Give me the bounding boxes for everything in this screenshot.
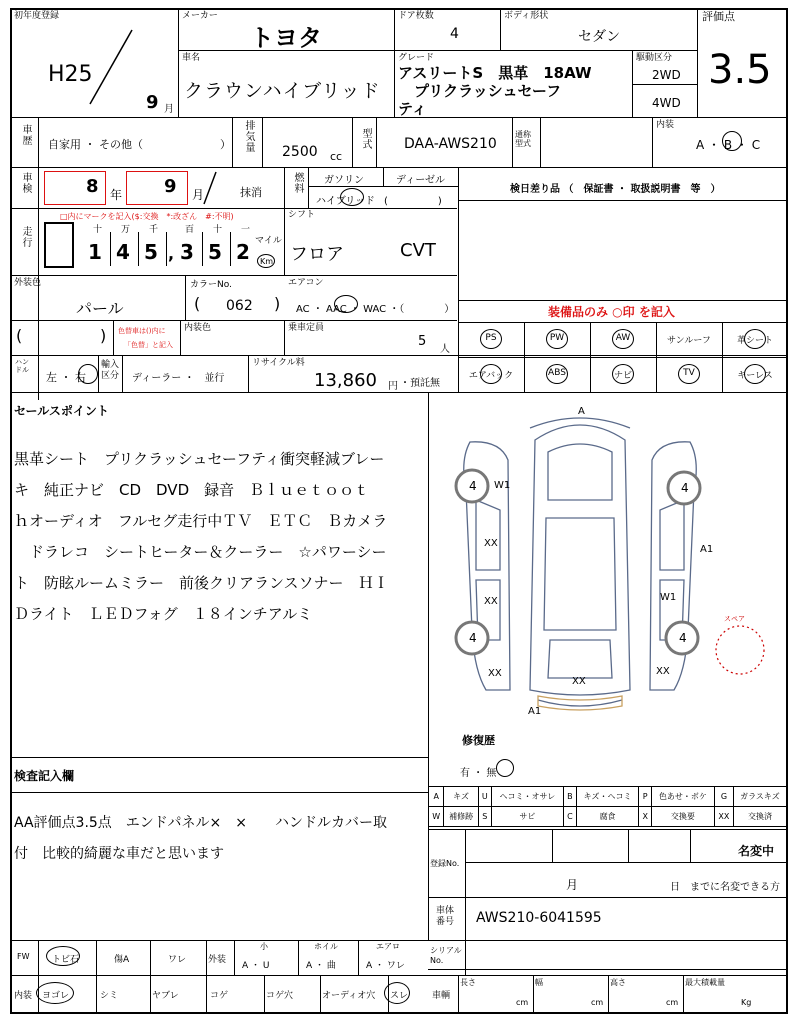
sales-line: ドラレコ シートヒーター＆クーラー ☆パワーシー — [14, 543, 387, 561]
recycle-deposit: ・預託無 — [400, 378, 440, 389]
mark-rear-a1: A1 — [528, 706, 542, 717]
maker: トヨタ — [250, 24, 322, 52]
legend-code: S — [478, 807, 491, 827]
equipment-divider — [722, 322, 723, 357]
interior-damage-circle — [36, 982, 74, 1004]
color-label: 外装色 — [14, 278, 42, 288]
equipment-item: エアバック — [468, 371, 514, 381]
grade-line1: アスリートS 黒革 18AW — [398, 64, 592, 82]
capacity-unit: 人 — [440, 344, 450, 355]
mark-xx-2: XX — [484, 596, 498, 607]
dim-label: 幅 — [535, 978, 543, 987]
tire-fl: 4 — [469, 479, 477, 493]
interior-damage-item: オーディオ穴 — [322, 991, 376, 1001]
ext-val-2: A ・ ワレ — [366, 961, 405, 971]
color-code-label: カラーNo. — [190, 280, 232, 290]
history-label: 車歴 — [20, 124, 31, 146]
mileage-unit-label: 百 — [185, 225, 195, 235]
color-change-note2: 「色替」と記入 — [124, 341, 173, 349]
interior-grade: A ・ B ・ C — [696, 138, 761, 152]
dim-label: 最大積載量 — [685, 978, 725, 987]
mileage-digit: 4 — [116, 240, 130, 264]
equipment-item: PW — [549, 333, 565, 343]
dims-label: 車輌 — [432, 991, 451, 1001]
color-code: 062 — [226, 298, 253, 314]
legend-code: C — [564, 807, 577, 827]
score-label: 評価点 — [702, 10, 735, 23]
mileage-digit: 1 — [88, 240, 102, 264]
capacity-label: 乗車定員 — [288, 323, 325, 333]
equipment-item: ナビ — [613, 371, 632, 381]
interior-damage-item: スレ — [390, 991, 409, 1001]
legend-meaning: キズ — [444, 787, 478, 807]
equipment-divider — [524, 357, 525, 392]
import-label: 輸入区分 — [101, 360, 120, 381]
inspection-month: 9 — [164, 176, 177, 197]
interior-color-open: ( — [16, 326, 23, 345]
mileage-divider — [110, 232, 111, 266]
equipment-divider — [590, 357, 591, 392]
equipment-item: 革シート — [736, 336, 773, 346]
inspection-year-unit: 年 — [110, 188, 123, 202]
equipment-row-divider — [458, 357, 787, 358]
legend-code: X — [639, 807, 651, 827]
legend-code: P — [639, 787, 651, 807]
mileage-digit: 3 — [180, 240, 194, 264]
mileage-unit-label: 万 — [121, 225, 131, 235]
equipment-item: AW — [615, 333, 631, 343]
equipment-item: TV — [683, 368, 695, 378]
equipment-circle — [678, 364, 700, 384]
shift-trans: CVT — [400, 240, 436, 261]
equipment-circle — [744, 364, 766, 384]
legend-meaning: 補修跡 — [444, 807, 478, 827]
registration-label: 登録No. — [430, 859, 460, 868]
ac-label: エアコン — [288, 278, 324, 288]
dim-label: 長さ — [460, 978, 476, 987]
ext-val-0: A ・ U — [242, 961, 270, 971]
history-value: 自家用 ・ その他（ ） — [48, 138, 231, 151]
fuel-hybrid-circle — [340, 188, 364, 206]
score: 3.5 — [708, 47, 772, 93]
equipment-circle — [744, 329, 766, 349]
mark-xx-1: XX — [484, 538, 498, 549]
inspection-year: 8 — [86, 176, 99, 197]
color-change-note1: 色替車は()内に — [118, 327, 166, 335]
inspector-line: AA評価点3.5点 エンドパネル× × ハンドルカバー取 — [14, 815, 387, 831]
ext-aero-label: エアロ — [376, 942, 400, 951]
mileage-divider — [138, 232, 139, 266]
equipment-divider — [590, 322, 591, 357]
reg-month: 月 — [566, 878, 579, 892]
fw-item-1: 傷A — [114, 955, 130, 965]
shift-label: シフト — [288, 210, 316, 220]
first-reg-label: 初年度登録 — [14, 11, 60, 21]
recycle: 13,860 — [314, 370, 377, 391]
grade-line3: ティ — [398, 100, 427, 118]
mileage-note: □内にマークを記入($:交換 *:改ざん #:不明) — [60, 212, 234, 221]
grade-b-circle — [722, 131, 742, 151]
first-reg-year: H25 — [48, 62, 93, 87]
mark-w1-right: W1 — [660, 592, 677, 603]
unit-mile: マイル — [255, 236, 282, 246]
equipment-title: 装備品のみ ○印 を記入 — [548, 305, 675, 319]
fw-chip-circle — [46, 946, 80, 966]
inspector-line: 付 比較的綺麗な車だと思います — [14, 846, 224, 862]
equipment-divider — [524, 322, 525, 357]
mileage-unit-label: 千 — [149, 225, 159, 235]
inspector-title: 検査記入欄 — [14, 769, 75, 783]
chassis-number: AWS210-6041595 — [476, 910, 602, 926]
legend-code: U — [478, 787, 491, 807]
displacement-label: 排気量 — [243, 120, 254, 153]
mark-xx-3: XX — [488, 668, 502, 679]
sales-line: キ 純正ナビ CD DVD 録音 Ｂｌｕｅｔｏｏｔ — [14, 481, 370, 499]
ac-value: AC ・ AAC ・ WAC ・（ ） — [296, 304, 455, 315]
sales-line: Ｄライト ＬＥＤフォグ １８インチアルミ — [14, 605, 313, 623]
interior-color-label: 内装色 — [184, 323, 212, 333]
drive-label: 駆動区分 — [636, 53, 673, 63]
interior-bottom-label: 内装 — [14, 991, 33, 1001]
unit-km-circle — [257, 254, 275, 268]
legend-code: A — [429, 787, 444, 807]
shift-type: フロア — [290, 244, 344, 265]
mileage-digit: 5 — [144, 240, 158, 264]
body-shape: セダン — [578, 29, 621, 45]
legend-meaning: 交換済 — [733, 807, 786, 827]
grade-label: グレード — [398, 53, 435, 63]
certified-label: 通称型式 — [515, 130, 531, 148]
repair-value: 有 ・ 無 — [460, 768, 497, 779]
equipment-circle — [612, 364, 634, 384]
recycle-unit: 円 — [388, 381, 398, 392]
fuel-diesel: ディーゼル — [396, 175, 445, 186]
mark-front-a: A — [578, 406, 585, 417]
grade-line2: プリクラッシュセーフ — [414, 82, 562, 100]
equipment-item: ABS — [548, 368, 566, 378]
equipment-circle — [546, 329, 568, 349]
import-value: ディーラー ・ 並行 — [132, 373, 225, 384]
legend-meaning: ガラスキズ — [733, 787, 786, 807]
name-change: 名変中 — [738, 844, 775, 858]
first-reg-month-unit: 月 — [164, 104, 174, 115]
model-name-label: 車名 — [182, 53, 201, 63]
chassis-label: 車体番号 — [436, 906, 455, 927]
color-value: パール — [76, 299, 124, 318]
mileage-digit: 2 — [236, 240, 250, 264]
diagonal-slash — [80, 28, 140, 108]
equipment-divider — [656, 357, 657, 392]
displacement-unit: cc — [330, 150, 343, 163]
equipment-circle — [480, 329, 502, 349]
equipment-circle — [612, 329, 634, 349]
inspection-month-box — [126, 171, 188, 205]
legend-meaning: 腐食 — [576, 807, 639, 827]
equipment-item: PS — [485, 333, 497, 343]
equipment-item: サンルーフ — [667, 336, 711, 346]
interior-color-close: ) — [100, 326, 107, 345]
doors-label: ドア枚数 — [398, 11, 434, 21]
mileage-box-0 — [44, 222, 74, 268]
displacement: 2500 — [282, 144, 318, 160]
mileage-divider — [166, 232, 167, 266]
ext-wheel-label: ホイル — [314, 942, 338, 951]
ext-val-1: A ・ 曲 — [306, 961, 336, 971]
fw-item-0: トビ石 — [52, 955, 80, 965]
handle-label: ハンドル — [15, 358, 29, 374]
mileage-unit-label: 十 — [213, 225, 223, 235]
inspection-month-unit: 月 — [192, 188, 205, 202]
reg-day-note: 日 までに名変できる方 — [670, 882, 780, 893]
legend-meaning: キズ・ヘコミ — [576, 787, 639, 807]
mileage-label: 走行 — [20, 226, 31, 248]
equipment-circle — [546, 364, 568, 384]
mileage-comma: , — [168, 244, 175, 263]
inspection-slash — [200, 170, 220, 206]
equipment-circle — [480, 364, 502, 384]
fuel-gas: ガソリン — [324, 175, 364, 186]
dim-unit: cm — [516, 998, 529, 1007]
mark-xx-5: XX — [656, 666, 670, 677]
interior-damage-item: コゲ — [210, 991, 229, 1001]
legend-meaning: 交換要 — [651, 807, 714, 827]
first-reg-month: 9 — [146, 92, 159, 113]
legend-code: XX — [714, 807, 733, 827]
interior-damage-item: ヤブレ — [152, 991, 179, 1001]
maker-label: メーカー — [182, 11, 218, 21]
fuel-other: ( ) — [384, 196, 442, 207]
interior-damage-item: コゲ穴 — [266, 991, 294, 1001]
interior-damage-item: ヨゴレ — [42, 991, 70, 1001]
legend-meaning: 色あせ・ボケ — [651, 787, 714, 807]
color-code-open: ( — [194, 294, 201, 313]
body-label: ボディ形状 — [504, 11, 549, 21]
repair-label: 修復歴 — [462, 734, 495, 747]
inspection-docs: 検日差り品 （ 保証書 ・ 取扱説明書 等 ） — [510, 184, 721, 195]
car-diagram — [430, 400, 786, 720]
mileage-unit-label: 十 — [93, 225, 103, 235]
mileage-divider — [202, 232, 203, 266]
recycle-label: リサイクル料 — [252, 358, 305, 368]
damage-legend — [428, 786, 787, 827]
mileage-digit: 5 — [208, 240, 222, 264]
dim-label: 高さ — [610, 978, 626, 987]
ext-small-label: 小 — [260, 942, 268, 951]
spare-label: スペア — [724, 615, 745, 623]
legend-code: B — [564, 787, 577, 807]
handle-right-circle — [78, 364, 98, 384]
sales-line: ｈオーディオ フルセグ走行中ＴＶ ＥＴＣ Ｂカメラ — [14, 512, 388, 530]
capacity: 5 — [418, 334, 427, 349]
unit-km: Km — [260, 257, 274, 266]
aac-circle — [334, 295, 358, 313]
dim-unit: cm — [591, 998, 604, 1007]
fuel-hybrid: ハイブリッド — [316, 196, 375, 207]
sales-line: 黒革シート プリクラッシュセーフティ衝突軽減ブレー — [14, 450, 385, 468]
fw-label: FW — [17, 952, 30, 961]
equipment-item: キーレス — [737, 371, 773, 381]
mark-xx-4: XX — [572, 676, 586, 687]
dim-unit: cm — [666, 998, 679, 1007]
fw-item-2: ワレ — [168, 955, 187, 965]
color-code-close: ) — [274, 294, 281, 313]
equipment-divider — [722, 357, 723, 392]
handle-value: 左 ・ 右 — [46, 371, 86, 384]
model-name: クラウンハイブリッド — [184, 80, 381, 102]
type-label: 型式 — [360, 128, 371, 150]
sales-points-body — [14, 444, 426, 630]
tire-fr: 4 — [681, 481, 689, 495]
tire-rr: 4 — [679, 631, 687, 645]
drive-2wd: 2WD — [652, 68, 681, 82]
fuel-label: 燃料 — [292, 172, 303, 194]
mark-w1-left: W1 — [494, 480, 511, 491]
legend-meaning: ヘコミ・オサレ — [491, 787, 563, 807]
sales-line: ト 防眩ルームミラー 前後クリアランスソナー ＨＩ — [14, 574, 389, 592]
serial-label: シリアルNo. — [430, 946, 462, 965]
legend-meaning: サビ — [491, 807, 563, 827]
interior-label: 内装 — [656, 120, 675, 130]
mileage-unit-label: 一 — [241, 225, 251, 235]
inspector-body — [14, 808, 426, 870]
legend-code: G — [714, 787, 733, 807]
drive-4wd: 4WD — [652, 96, 681, 110]
inspection-cancel: 抹消 — [240, 186, 262, 199]
dim-unit: Kg — [741, 998, 752, 1007]
mark-a1-right: A1 — [700, 544, 714, 555]
mileage-divider — [230, 232, 231, 266]
inspection-label: 車検 — [20, 172, 31, 194]
type: DAA-AWS210 — [404, 136, 497, 152]
interior-damage-circle — [384, 982, 410, 1004]
sales-points-title: セールスポイント — [14, 404, 109, 418]
doors: 4 — [450, 26, 459, 42]
tire-rl: 4 — [469, 631, 477, 645]
repair-none-circle — [496, 759, 514, 777]
exterior-label: 外装 — [208, 955, 227, 965]
equipment-divider — [656, 322, 657, 357]
interior-damage-item: シミ — [100, 991, 119, 1001]
legend-code: W — [429, 807, 444, 827]
